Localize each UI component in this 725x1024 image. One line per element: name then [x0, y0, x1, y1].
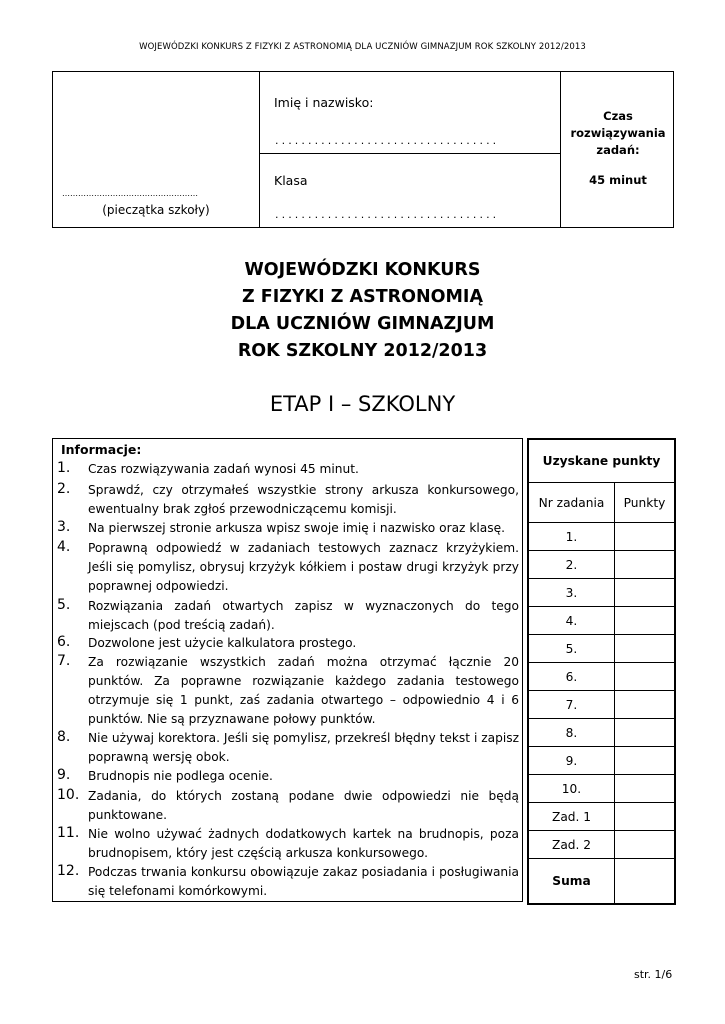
instructions-box: [52, 438, 523, 902]
time-label-2: rozwiązywania: [570, 126, 666, 140]
sum-row: [528, 859, 675, 905]
item-number: 5.: [57, 597, 71, 613]
divider: [259, 153, 560, 154]
task-number: Zad. 2: [528, 831, 615, 859]
task-number: 7.: [528, 691, 615, 719]
item-number: 10.: [57, 787, 80, 803]
list-item: [57, 481, 519, 519]
table-row: [528, 607, 675, 635]
list-item: [57, 863, 519, 901]
item-text: Za rozwiązanie wszystkich zadań można otrzymać łącznie 20 punktów. Za poprawne rozwiązanie każdego zadania testowego otrzymuje się 1 punkt, zaś zadania otwartego – odpowiednio 4 i 6 punktów. Nie są przyznawane połowy punktów.: [88, 655, 519, 726]
item-text: Czas rozwiązywania zadań wynosi 45 minut.: [88, 462, 359, 476]
item-number: 1.: [57, 460, 71, 476]
item-number: 9.: [57, 767, 71, 783]
title-line: Z FIZYKI Z ASTRONOMIĄ: [242, 287, 483, 307]
list-item: [57, 653, 519, 729]
list-item: [57, 787, 519, 825]
page-number: str. 1/6: [634, 968, 673, 981]
points-table: [527, 438, 676, 905]
item-number: 8.: [57, 729, 71, 745]
table-row: [528, 831, 675, 859]
table-row: [528, 551, 675, 579]
table-row: [528, 523, 675, 551]
table-row: [528, 747, 675, 775]
item-text: Nie używaj korektora. Jeśli się pomylisz, przekreśl błędny tekst i zapisz poprawną wersję obok.: [88, 731, 519, 764]
points-cell[interactable]: [615, 691, 676, 719]
points-cell[interactable]: [615, 663, 676, 691]
running-header: WOJEWÓDZKI KONKURS Z FIZYKI Z ASTRONOMIĄ DLA UCZNIÓW GIMNAZJUM ROK SZKOLNY 2012/2013: [139, 42, 586, 52]
points-cell[interactable]: [615, 579, 676, 607]
task-number: 3.: [528, 579, 615, 607]
time-value: 45 minut: [589, 173, 647, 187]
points-cell[interactable]: [615, 719, 676, 747]
list-item: [57, 460, 519, 479]
item-text: Na pierwszej stronie arkusza wpisz swoje imię i nazwisko oraz klasę.: [88, 521, 505, 535]
sum-label: Suma: [528, 859, 615, 905]
task-number: 1.: [528, 523, 615, 551]
item-number: 12.: [57, 863, 80, 879]
item-text: Zadania, do których zostaną podane dwie odpowiedzi nie będą punktowane.: [88, 789, 519, 822]
list-item: [57, 634, 519, 653]
item-text: Poprawną odpowiedź w zadaniach testowych zaznacz krzyżykiem. Jeśli się pomylisz, obrysuj krzyżyk kółkiem i postaw drugi krzyżyk przy poprawnej odpowiedzi.: [88, 541, 519, 593]
points-cell[interactable]: [615, 803, 676, 831]
item-text: Dozwolone jest użycie kalkulatora prostego.: [88, 636, 357, 650]
points-cell[interactable]: [615, 635, 676, 663]
school-stamp-label: (pieczątka szkoły): [102, 203, 210, 217]
table-row: [528, 691, 675, 719]
divider: [259, 72, 260, 227]
list-item: [57, 729, 519, 767]
title-line: WOJEWÓDZKI KONKURS: [244, 260, 481, 280]
student-id-box: [52, 71, 674, 228]
item-text: Sprawdź, czy otrzymałeś wszystkie strony arkusza konkursowego, ewentualny brak zgłoś przewodniczącemu komisji.: [88, 483, 519, 516]
task-number: 6.: [528, 663, 615, 691]
task-number: 9.: [528, 747, 615, 775]
table-row: [528, 775, 675, 803]
item-text: Podczas trwania konkursu obowiązuje zakaz posiadania i posługiwania się telefonami komórkowymi.: [88, 865, 519, 898]
item-text: Rozwiązania zadań otwartych zapisz w wyznaczonych do tego miejscach (pod treścią zadań).: [88, 599, 519, 632]
item-number: 11.: [57, 825, 80, 841]
title-line: ROK SZKOLNY 2012/2013: [237, 341, 488, 361]
table-row: [528, 579, 675, 607]
item-number: 7.: [57, 653, 71, 669]
stage-title: ETAP I – SZKOLNY: [269, 392, 456, 416]
table-row: [528, 635, 675, 663]
class-field[interactable]: ..................................: [275, 208, 500, 221]
item-text: Nie wolno używać żadnych dodatkowych kartek na brudnopis, poza brudnopisem, który jest częścią arkusza konkursowego.: [88, 827, 519, 860]
table-row: [528, 663, 675, 691]
task-number: 8.: [528, 719, 615, 747]
table-row: [528, 719, 675, 747]
time-label-1: Czas: [603, 109, 633, 123]
list-item: [57, 539, 519, 596]
task-number: 4.: [528, 607, 615, 635]
task-number: 10.: [528, 775, 615, 803]
list-item: [57, 597, 519, 635]
name-label: Imię i nazwisko:: [274, 95, 374, 110]
points-table-heading: Uzyskane punkty: [528, 439, 675, 483]
table-row: [528, 803, 675, 831]
class-label: Klasa: [274, 173, 308, 188]
name-field[interactable]: ..................................: [275, 134, 500, 147]
instructions-heading: Informacje:: [61, 442, 142, 457]
title-line: DLA UCZNIÓW GIMNAZJUM: [230, 314, 495, 334]
contest-title: [0, 257, 725, 365]
school-stamp-line: ……………………………………………: [62, 189, 198, 198]
item-number: 4.: [57, 539, 71, 555]
item-number: 3.: [57, 519, 71, 535]
task-number: 5.: [528, 635, 615, 663]
points-cell[interactable]: [615, 551, 676, 579]
list-item: [57, 519, 519, 538]
points-cell[interactable]: [615, 831, 676, 859]
column-header-points: Punkty: [615, 483, 676, 523]
time-info: [561, 108, 675, 189]
item-number: 6.: [57, 634, 71, 650]
task-number: Zad. 1: [528, 803, 615, 831]
sum-cell[interactable]: [615, 859, 676, 905]
points-cell[interactable]: [615, 775, 676, 803]
task-number: 2.: [528, 551, 615, 579]
item-text: Brudnopis nie podlega ocenie.: [88, 769, 273, 783]
time-label-3: zadań:: [596, 143, 640, 157]
column-header-task: Nr zadania: [528, 483, 615, 523]
item-number: 2.: [57, 481, 71, 497]
points-cell[interactable]: [615, 607, 676, 635]
points-cell[interactable]: [615, 523, 676, 551]
list-item: [57, 767, 519, 786]
points-cell[interactable]: [615, 747, 676, 775]
list-item: [57, 825, 519, 863]
